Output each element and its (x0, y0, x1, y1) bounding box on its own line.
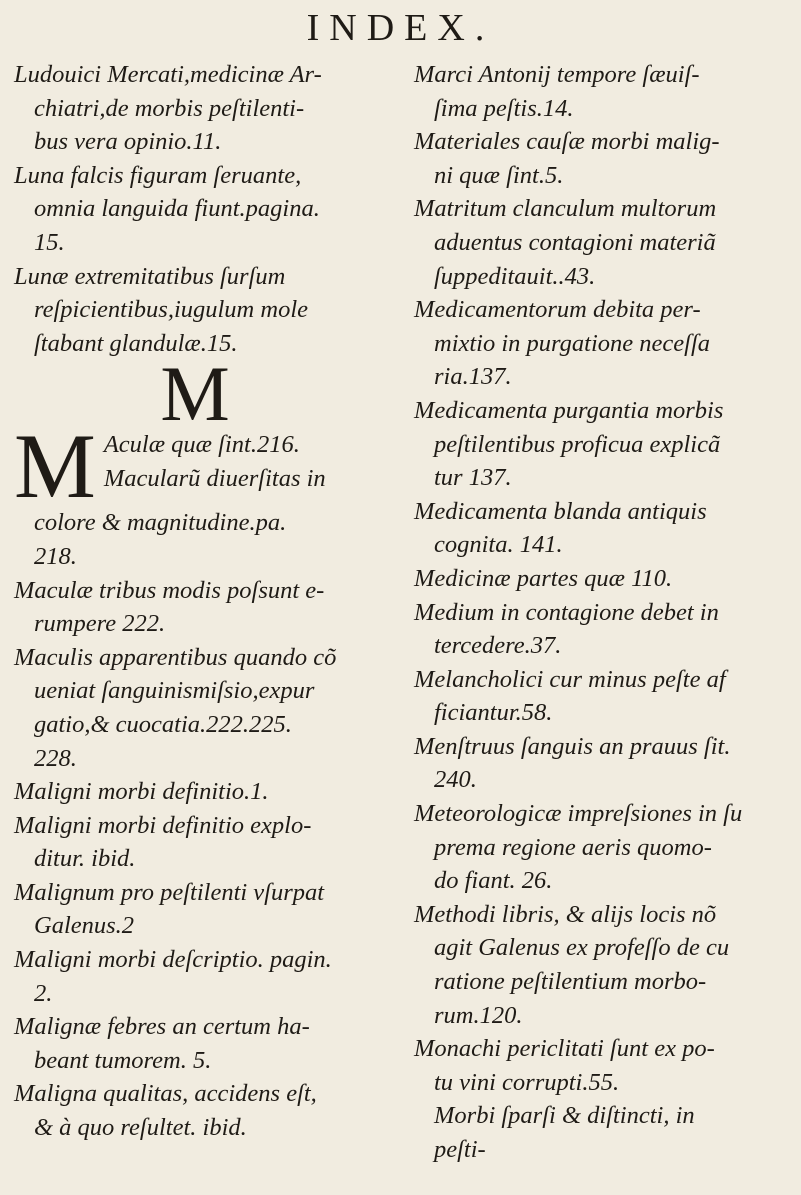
index-line: colore & magnitudine.pa. (34, 509, 287, 537)
index-line: Medicamenta purgantia morbis (414, 396, 724, 424)
index-line: Meteorologicæ impreſsiones in ſu (414, 800, 743, 828)
index-line: Malignum pro peſtilenti vſurpat (14, 878, 325, 906)
left-column (14, 58, 376, 1145)
index-line: bus vera opinio.11. (34, 128, 222, 156)
index-line: Maculæ tribus modis poſsunt e- (14, 576, 325, 604)
index-line: chiatri,de morbis peſtilenti- (34, 94, 305, 122)
index-line: ditur. ibid. (34, 845, 136, 873)
index-line: Malignæ febres an certum ha- (14, 1013, 310, 1041)
index-line: 15. (34, 228, 65, 256)
index-line: Medicamentorum debita per- (414, 296, 701, 324)
index-line: 2. (34, 979, 53, 1007)
index-line: Matritum clanculum multorum (414, 195, 717, 223)
index-line: Lunæ extremitatibus ſurſum (14, 262, 286, 290)
index-line: 228. (34, 744, 77, 772)
index-line: & à quo reſultet. ibid. (34, 1114, 247, 1142)
drop-cap-lines (104, 426, 326, 495)
index-line: aduentus contagioni materiã (434, 228, 716, 256)
index-line: reſpicientibus,iugulum mole (34, 296, 308, 324)
left-entries-b (14, 506, 376, 1144)
index-line: Medium in contagione debet in (414, 598, 719, 626)
index-header: INDEX. (306, 7, 495, 49)
index-line: ueniat ſanguinismiſsio,expur (34, 677, 315, 705)
index-line: Medicamenta blanda antiquis (414, 497, 707, 525)
index-line: ſtabant glandulæ.15. (34, 329, 238, 357)
index-line: Aculæ quæ ſint.216. (103, 431, 300, 459)
index-line: peſti- (434, 1136, 486, 1163)
index-line: mixtio in purgatione neceſſa (434, 329, 711, 357)
index-line: agit Galenus ex profeſſo de cu (434, 934, 730, 962)
index-line: Maligna qualitas, accidens eſt, (14, 1080, 317, 1108)
index-line: Maligni morbi definitio explo- (14, 811, 312, 839)
index-line: Maculis apparentibus quando cõ (14, 643, 337, 671)
index-line: ficiantur.58. (434, 699, 553, 727)
index-line: Macularũ diuerſitas in (103, 464, 326, 492)
right-column (414, 58, 776, 1167)
drop-cap-letter: M (14, 415, 96, 518)
index-line: Menſtruus ſanguis an prauus ſit. (414, 732, 731, 760)
index-line: Methodi libris, & alijs locis nõ (414, 900, 717, 928)
index-line: gatio,& cuocatia.222.225. (34, 710, 292, 738)
index-line: Marci Antonij tempore ſæuiſ- (414, 61, 700, 88)
index-line: ria.137. (434, 363, 512, 391)
right-entries (414, 58, 776, 1167)
index-line: beant tumorem. 5. (34, 1046, 212, 1074)
drop-cap-entry (14, 415, 376, 518)
index-line: Maligni morbi definitio.1. (14, 778, 269, 806)
index-line: ſima peſtis.14. (434, 94, 574, 122)
index-line: Melancholici cur minus peſte af (414, 665, 726, 693)
index-line: Maligni morbi deſcriptio. pagin. (14, 946, 332, 974)
index-line: ni quæ ſint.5. (434, 161, 564, 189)
index-line: tu vini corrupti.55. (434, 1068, 620, 1096)
index-line: peſtilentibus proficua explicã (434, 430, 721, 458)
index-line: Morbi ſparſi & diſtincti, in (434, 1102, 695, 1130)
left-entries-a (14, 58, 376, 360)
index-line: rumpere 222. (34, 610, 166, 638)
index-line: prema regione aeris quomo- (434, 833, 712, 861)
index-line: 218. (34, 542, 77, 570)
index-line: Luna falcis figuram ſeruante, (14, 161, 302, 189)
index-line: Monachi periclitati ſunt ex po- (414, 1035, 715, 1063)
index-line: do fiant. 26. (434, 867, 553, 895)
index-line: Materiales cauſæ morbi malig- (414, 128, 720, 156)
section-letter: M (160, 350, 230, 438)
index-line: Ludouici Mercati,medicinæ Ar- (14, 61, 322, 88)
index-line: rum.120. (434, 1001, 523, 1029)
index-line: tercedere.37. (434, 632, 562, 660)
index-line: omnia languida fiunt.pagina. (34, 195, 320, 223)
index-line: 240. (434, 766, 477, 794)
index-line: Galenus.2 (34, 912, 135, 940)
index-line: ratione peſtilentium morbo- (434, 968, 707, 996)
index-line: tur 137. (434, 464, 512, 492)
index-line: Medicinæ partes quæ 110. (414, 564, 673, 592)
index-line: ſuppeditauit..43. (434, 262, 596, 290)
index-line: cognita. 141. (434, 531, 563, 559)
